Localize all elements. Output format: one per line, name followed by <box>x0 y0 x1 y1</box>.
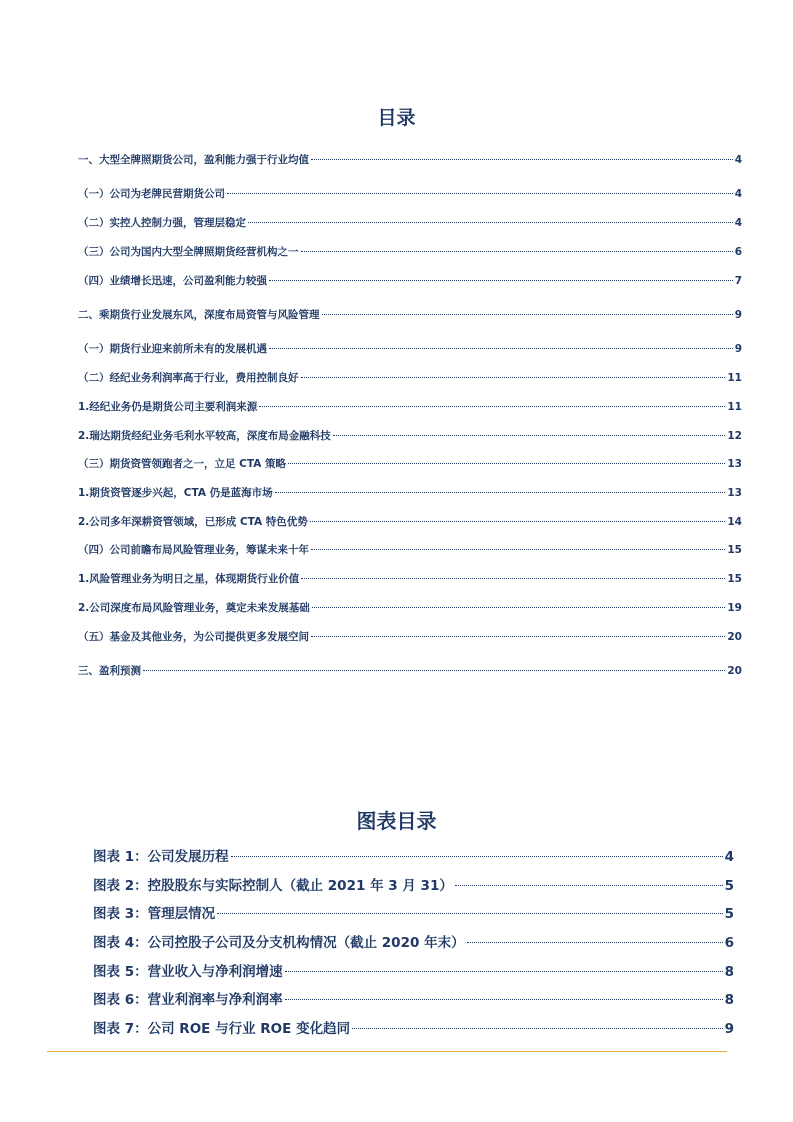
dot-leader <box>143 670 725 671</box>
toc-entry[interactable] <box>78 371 742 385</box>
toc-entry-text: （四）公司前瞻布局风险管理业务，筹谋未来十年 <box>78 544 309 556</box>
toc-entry-page: 13 <box>727 487 742 499</box>
dot-leader <box>248 222 733 223</box>
toc-entry-page: 15 <box>727 544 742 556</box>
dot-leader <box>301 251 733 252</box>
toc-entry-text: 三、盈利预测 <box>78 665 141 677</box>
toc-entry[interactable] <box>78 630 742 644</box>
toc-entry-text: 一、大型全牌照期货公司，盈利能力强于行业均值 <box>78 154 309 166</box>
dot-leader <box>259 406 725 407</box>
dot-leader <box>467 942 723 943</box>
figure-entry-text: 图表 4：公司控股子公司及分支机构情况（截止 2020 年末） <box>93 935 465 951</box>
toc-entry-page: 9 <box>734 309 742 321</box>
figure-list-title: 图表目录 <box>356 809 437 833</box>
toc-entry-page: 4 <box>734 154 742 166</box>
dot-leader <box>269 348 733 349</box>
toc-entry[interactable] <box>78 572 742 586</box>
toc-entry-text: 1.风险管理业务为明日之星，体现期货行业价值 <box>78 573 300 585</box>
toc-entry-page: 9 <box>734 343 742 355</box>
figure-entry[interactable] <box>93 934 734 952</box>
toc-entry-text: 2.公司多年深耕资管领域，已形成 CTA 特色优势 <box>78 516 308 528</box>
dot-leader <box>301 377 726 378</box>
toc-entry-text: （一）期货行业迎来前所未有的发展机遇 <box>78 343 267 355</box>
toc-entry-page: 13 <box>727 458 742 470</box>
dot-leader <box>310 521 726 522</box>
dot-leader <box>285 971 723 972</box>
toc-entry-page: 11 <box>727 401 742 413</box>
toc-entry[interactable] <box>78 457 742 471</box>
dot-leader <box>269 280 733 281</box>
toc-entry[interactable] <box>78 400 742 414</box>
figure-entry[interactable] <box>93 1020 734 1038</box>
dot-leader <box>275 492 726 493</box>
toc-entry-text: 2.公司深度布局风险管理业务，奠定未来发展基础 <box>78 602 310 614</box>
dot-leader <box>217 913 723 914</box>
toc-entry-page: 19 <box>727 602 742 614</box>
toc-entry[interactable] <box>78 342 742 356</box>
toc-entry-page: 12 <box>727 430 742 442</box>
figure-entry-text: 图表 1：公司发展历程 <box>93 849 229 865</box>
figure-entry-page: 9 <box>724 1021 734 1037</box>
toc-entry-text: 1.期货资管逐步兴起，CTA 仍是蓝海市场 <box>78 487 273 499</box>
toc-entry-text: 2.瑞达期货经纪业务毛利水平较高，深度布局金融科技 <box>78 430 331 442</box>
figure-entry[interactable] <box>93 877 734 895</box>
figure-entry-page: 5 <box>724 878 734 894</box>
dot-leader <box>311 159 733 160</box>
figure-entry-page: 8 <box>724 964 734 980</box>
toc-entry-text: 二、乘期货行业发展东风，深度布局资管与风险管理 <box>78 309 320 321</box>
toc-entry[interactable] <box>78 216 742 230</box>
toc-entry[interactable] <box>78 429 742 443</box>
dot-leader <box>322 314 733 315</box>
figure-entry-text: 图表 2：控股股东与实际控制人（截止 2021 年 3 月 31） <box>93 878 453 894</box>
footer-divider <box>47 1051 727 1052</box>
dot-leader <box>311 636 725 637</box>
toc-entry-text: （二）实控人控制力强，管理层稳定 <box>78 217 246 229</box>
dot-leader <box>333 435 726 436</box>
toc-entry-text: （三）公司为国内大型全牌照期货经营机构之一 <box>78 246 299 258</box>
figure-entry-text: 图表 5：营业收入与净利润增速 <box>93 964 283 980</box>
toc-entry-page: 14 <box>727 516 742 528</box>
toc-entry[interactable] <box>78 308 742 322</box>
toc-title: 目录 <box>377 107 416 129</box>
figure-entry-text: 图表 6：营业利润率与净利润率 <box>93 992 283 1008</box>
dot-leader <box>227 193 733 194</box>
toc-entry-page: 15 <box>727 573 742 585</box>
figure-entry-page: 4 <box>724 849 734 865</box>
figure-entry-page: 5 <box>724 906 734 922</box>
figure-entry-page: 6 <box>724 935 734 951</box>
toc-entry-page: 20 <box>727 631 742 643</box>
toc-entry-text: （四）业绩增长迅速，公司盈利能力较强 <box>78 275 267 287</box>
toc-entry-text: 1.经纪业务仍是期货公司主要利润来源 <box>78 401 258 413</box>
toc-entry-text: （二）经纪业务利润率高于行业，费用控制良好 <box>78 372 299 384</box>
toc-entry[interactable] <box>78 153 742 167</box>
toc-entry[interactable] <box>78 601 742 615</box>
toc-entry[interactable] <box>78 187 742 201</box>
dot-leader <box>311 549 725 550</box>
toc-entry[interactable] <box>78 245 742 259</box>
toc-entry[interactable] <box>78 515 742 529</box>
toc-entry[interactable] <box>78 274 742 288</box>
figure-entry[interactable] <box>93 848 734 866</box>
figure-entry[interactable] <box>93 905 734 923</box>
toc-entry-text: （三）期货资管领跑者之一，立足 CTA 策略 <box>78 458 286 470</box>
toc-entry-page: 7 <box>734 275 742 287</box>
dot-leader <box>455 885 723 886</box>
toc-entry[interactable] <box>78 664 742 678</box>
toc-entry-page: 4 <box>734 217 742 229</box>
toc-entry[interactable] <box>78 543 742 557</box>
dot-leader <box>231 856 723 857</box>
toc-entry-text: （五）基金及其他业务，为公司提供更多发展空间 <box>78 631 309 643</box>
toc-entry-page: 11 <box>727 372 742 384</box>
dot-leader <box>352 1028 723 1029</box>
dot-leader <box>288 463 725 464</box>
figure-entry[interactable] <box>93 963 734 981</box>
dot-leader <box>301 578 725 579</box>
figure-entry-text: 图表 3：管理层情况 <box>93 906 216 922</box>
toc-entry-page: 20 <box>727 665 742 677</box>
figure-entry-text: 图表 7：公司 ROE 与行业 ROE 变化趋同 <box>93 1021 351 1037</box>
toc-entry-page: 6 <box>734 246 742 258</box>
figure-entry-page: 8 <box>724 992 734 1008</box>
figure-entry[interactable] <box>93 991 734 1009</box>
dot-leader <box>285 999 723 1000</box>
toc-entry-text: （一）公司为老牌民营期货公司 <box>78 188 225 200</box>
dot-leader <box>312 607 726 608</box>
toc-entry[interactable] <box>78 486 742 500</box>
toc-entry-page: 4 <box>734 188 742 200</box>
